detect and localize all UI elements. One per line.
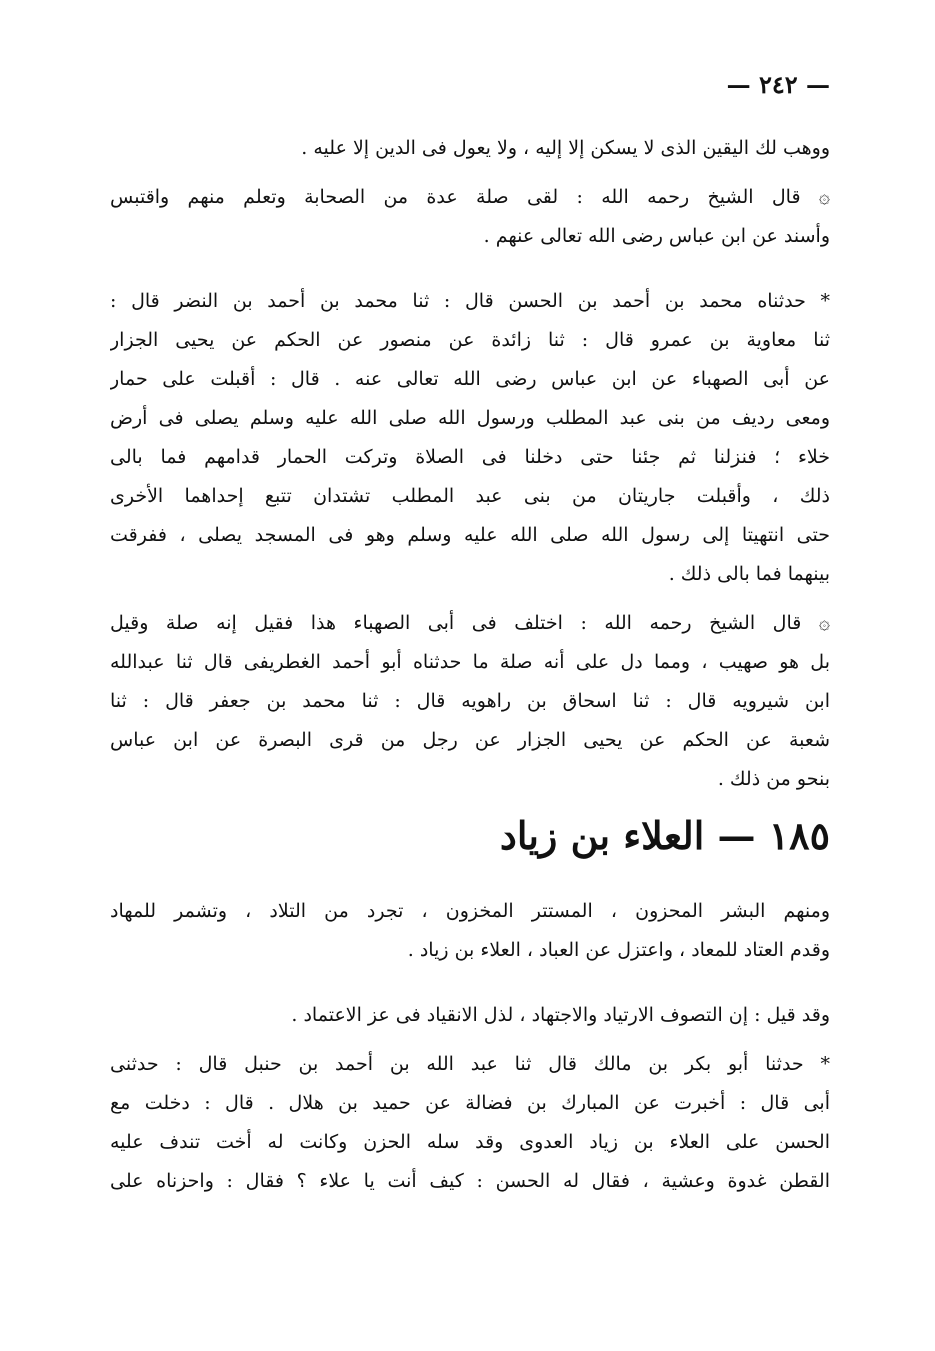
book-page (110, 70, 830, 1211)
text-line: أبى قال : أخبرت عن المبارك بن فضالة عن حميد بن هلال . قال : دخلت مع (110, 1092, 830, 1114)
paragraph-closing-praise (110, 129, 830, 168)
text-line: بنحو من ذلك . (717, 768, 830, 790)
text-line: ومنهم البشر المحزون ، المستتر المخزون ، تجرد من التلاد ، وتشمر للمهاد (110, 900, 830, 922)
text-line: ۞ قال الشيخ رحمه الله : اختلف فى أبى الصهباء هذا فقيل إنه صلة وقيل (110, 612, 830, 634)
text-line: الحسن على العلاء بن زياد العدوى وقد سله الحزن وكانت له أخت تندف عليه (110, 1131, 830, 1153)
text-line: ثنا معاوية بن عمرو قال : ثنا زائدة عن منصور عن الحكم عن يحيى الجزار (110, 329, 830, 351)
text-line: وقد قيل : إن التصوف الارتياد والاجتهاد ، لذل الانقياد فى عز الاعتماد . (291, 1004, 830, 1026)
text-line: * حدثناه محمد بن أحمد بن الحسن قال : ثنا محمد بن أحمد بن النضر قال : (110, 290, 830, 312)
text-line: ووهب لك اليقين الذى لا يسكن إلا إليه ، ولا يعول فى الدين إلا عليه . (301, 137, 830, 159)
text-line: شعبة عن الحكم عن يحيى الجزار عن رجل من قرى البصرة عن ابن عباس (110, 729, 830, 751)
page-number: — ٢٤٢ — (726, 70, 830, 99)
text-line: خلاء ؛ فنزلنا ثم جئنا حتى دخلنا فى الصلاة وتركت الحمار قدامهم فما بالى (110, 446, 830, 468)
text-line: بينهما فما بالى ذلك . (668, 563, 830, 585)
paragraph-sheikh-note-2 (110, 604, 830, 799)
section-heading: ١٨٥ — العلاء بن زياد (499, 813, 830, 858)
text-line: عن أبى الصهباء عن ابن عباس رضى الله تعالى عنه . قال : أقبلت على حمار (110, 368, 830, 390)
paragraph-hadith-2 (110, 1045, 830, 1201)
text-line: ۞ قال الشيخ رحمه الله : لقى صلة عدة من الصحابة وتعلم منهم واقتبس (110, 186, 830, 208)
text-line: حتى انتهيتا إلى رسول الله صلى الله عليه وسلم وهو فى المسجد يصلى ، ففرقت (110, 524, 830, 546)
text-line: ابن شيرويه قال : ثنا اسحاق بن راهويه قال : ثنا محمد بن جعفر قال : ثنا (110, 690, 830, 712)
paragraph-hadith-1 (110, 282, 830, 594)
paragraph-definition (110, 996, 830, 1035)
text-line: وقدم العتاد للمعاد ، واعتزل عن العباد ، العلاء بن زياد . (407, 939, 830, 961)
text-line: وأسند عن ابن عباس رضى الله تعالى عنهم . (483, 225, 830, 247)
text-line: ومعى رديف من بنى عبد المطلب ورسول الله صلى الله عليه وسلم يصلى فى أرض (110, 407, 830, 429)
text-line: ذلك ، وأقبلت جاريتان من بنى عبد المطلب تشتدان تتبع إحداهما الأخرى (110, 485, 830, 507)
text-line: القطن غدوة وعشية ، فقال له الحسن : كيف أنت يا علاء ؟ فقال : واحزناه على (110, 1170, 830, 1192)
paragraph-sheikh-note-1 (110, 178, 830, 256)
text-line: * حدثنا أبو بكر بن مالك قال ثنا عبد الله بن أحمد بن حنبل قال : حدثنى (110, 1053, 830, 1075)
text-line: بل هو صهيب ، ومما دل على أنه صلة ما حدثناه أبو أحمد الغطريفى قال ثنا عبدالله (110, 651, 830, 673)
paragraph-introduction (110, 892, 830, 970)
